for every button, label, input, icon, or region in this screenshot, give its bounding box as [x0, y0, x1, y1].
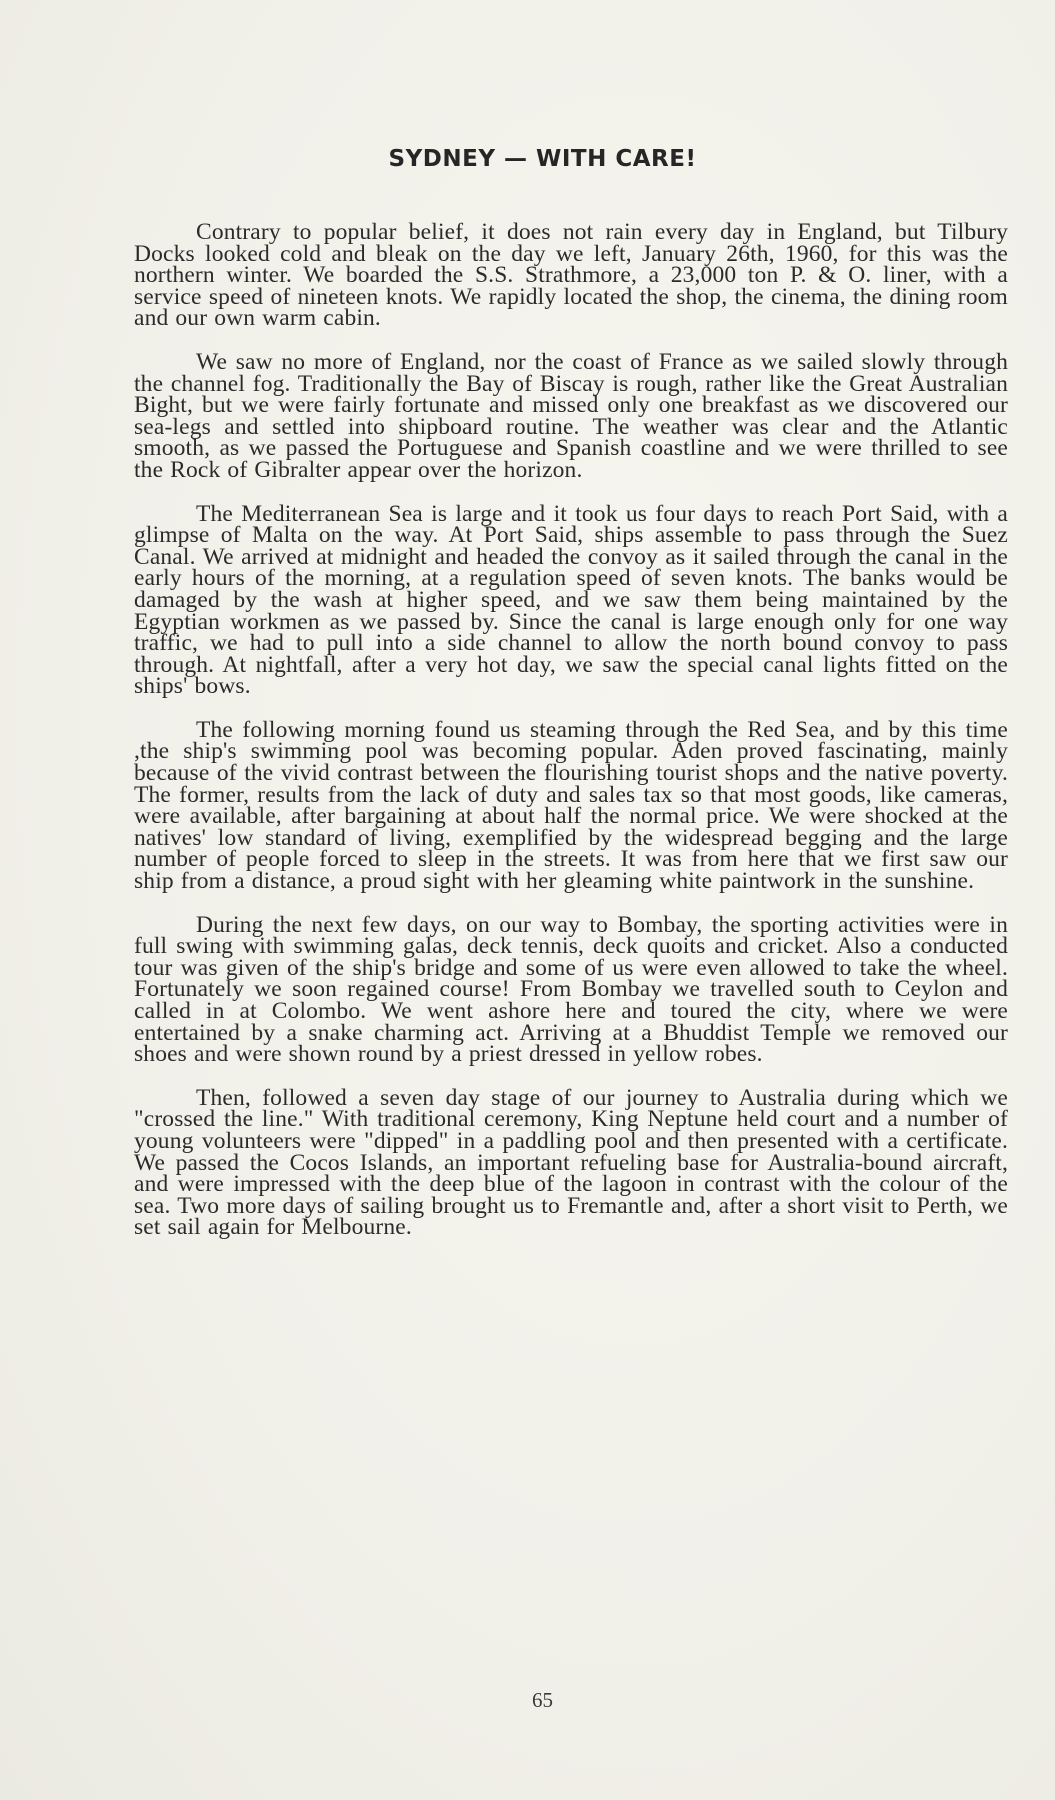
- paragraph-3: The Mediterranean Sea is large and it took us four days to reach Port Said, with a glimpse of Malta on the way. At Port Said, ships assemble to pass through the Suez Canal. We arrived at midnight and headed the convoy as it sailed through the canal in the early hours of the morning, at a regulation speed of seven knots. The banks would be damaged by the wash at higher speed, and we saw them being maintained by the Egyptian workmen as we passed by. Since the canal is large enough only for one way traffic, we had to pull into a side channel to allow the north bound convoy to pass through. At nightfall, after a very hot day, we saw the special canal lights fitted on the ships' bows.: [134, 500, 1008, 700]
- article-title: SYDNEY — WITH CARE!: [388, 146, 697, 172]
- page-number: 65: [532, 1688, 553, 1712]
- article-body: [134, 219, 1008, 1261]
- paragraph-6: Then, followed a seven day stage of our journey to Australia during which we "crossed the line." With traditional ceremony, King Neptune held court and a number of young volunteers were "dipped" in a paddling pool and then presented with a certificate. We passed the Cocos Islands, an important refueling base for Australia-bound aircraft, and were impressed with the deep blue of the lagoon in contrast with the colour of the sea. Two more days of sailing brought us to Fremantle and, after a short visit to Perth, we set sail again for Melbourne.: [134, 1084, 1008, 1241]
- paragraph-4: The following morning found us steaming through the Red Sea, and by this time ,the ship's swimming pool was becoming popular. Aden proved fascinating, mainly because of the vivid contrast between the flourishing tourist shops and the native poverty. The former, results from the lack of duty and sales tax so that most goods, like cameras, were available, after bargaining at about half the normal price. We were shocked at the natives' low standard of living, exemplified by the widespread begging and the large number of people forced to sleep in the streets. It was from here that we first saw our ship from a distance, a proud sight with her gleaming white paintwork in the sunshine.: [134, 716, 1008, 895]
- paragraph-1: Contrary to popular belief, it does not rain every day in England, but Tilbury Docks looked cold and bleak on the day we left, January 26th, 1960, for this was the northern winter. We boarded the S.S. Strathmore, a 23,000 ton P. & O. liner, with a service speed of nineteen knots. We rapidly located the shop, the cinema, the dining room and our own warm cabin.: [134, 219, 1008, 332]
- paragraph-5: During the next few days, on our way to Bombay, the sporting activities were in full swing with swimming galas, deck tennis, deck quoits and cricket. Also a conducted tour was given of the ship's bridge and some of us were even allowed to take the wheel. Fortunately we soon regained course! From Bombay we travelled south to Ceylon and called in at Colombo. We went ashore here and toured the city, where we were entertained by a snake charming act. Arriving at a Bhuddist Temple we removed our shoes and were shown round by a priest dressed in yellow robes.: [134, 911, 1008, 1068]
- paragraph-2: We saw no more of England, nor the coast of France as we sailed slowly through the channel fog. Traditionally the Bay of Biscay is rough, rather like the Great Australian Bight, but we were fairly fortunate and missed only one breakfast as we discovered our sea-legs and settled into shipboard routine. The weather was clear and the Atlantic smooth, as we passed the Portuguese and Spanish coastline and we were thrilled to see the Rock of Gibralter appear over the horizon.: [134, 348, 1008, 483]
